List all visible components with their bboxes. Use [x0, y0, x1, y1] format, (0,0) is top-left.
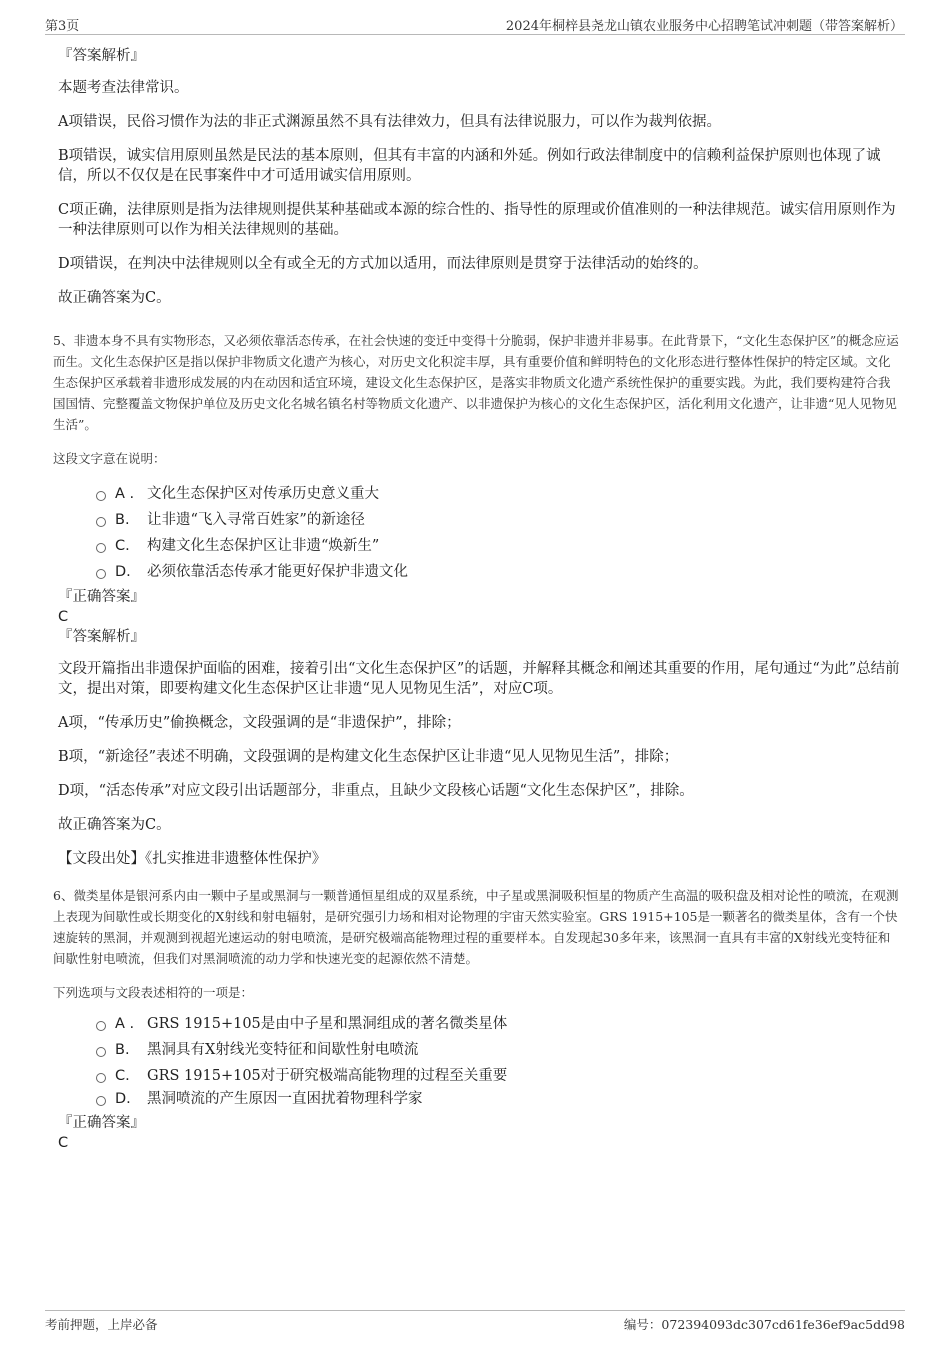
radio-icon[interactable] [96, 569, 106, 579]
q4-analysis-label: 『答案解析』 [58, 48, 145, 64]
q4-analysis-paragraph: B项错误，诚实信用原则虽然是民法的基本原则，但其有丰富的内涵和外延。例如行政法律制度中的信赖利益保护原则也体现了诚信，所以不仅仅是在民事案件中才可适用诚实信用原则。 [58, 148, 881, 184]
q4-analysis-paragraph: 故正确答案为C。 [58, 290, 171, 306]
q5-option-b[interactable]: B. 让非遗“飞入寻常百姓家”的新途径 [96, 507, 900, 533]
document-body [53, 46, 900, 1153]
q4-analysis-paragraph: C项正确，法律原则是指为法律规则提供某种基础或本源的综合性的、指导性的原理或价值准则的一种法律规范。诚实信用原则作为一种法律原则可以作为相关法律规则的基础。 [58, 202, 896, 238]
q6-answer-label: 『正确答案』 [58, 1115, 145, 1131]
document-title: 2024年桐梓县尧龙山镇农业服务中心招聘笔试冲刺题（带答案解析） [505, 19, 903, 34]
q6-question-text: 6、微类星体是银河系内由一颗中子星或黑洞与一颗普通恒星组成的双星系统，中子星或黑洞吸积恒星的物质产生高温的吸积盘及相对论性的喷流，在观测上表现为间歇性或长期变化的X射线和射电辐射，是研究强引力场和相对论物理的宇宙天然实验室。GRS 1915+105是一颗著名的微类星体，含有一个快速旋转的黑洞，并观测到视超光速运动的射电喷流，是研究极端高能物理过程的重要样本。自发现起30多年来，该黑洞一直具有丰富的X射线光变特征和间歇性射电喷流，但我们对黑洞喷流的动力学和快速光变的起源依然不清楚。 [53, 888, 899, 966]
radio-icon[interactable] [96, 491, 106, 501]
radio-icon[interactable] [96, 517, 106, 527]
q6-option-a[interactable]: A . GRS 1915+105是由中子星和黑洞组成的著名微类星体 [96, 1011, 900, 1037]
radio-icon[interactable] [96, 543, 106, 553]
q6-option-b[interactable]: B. 黑洞具有X射线光变特征和间歇性射电喷流 [96, 1037, 900, 1063]
q6-option-d[interactable]: D. 黑洞喷流的产生原因一直困扰着物理科学家 [96, 1089, 900, 1109]
q5-question-text: 5、非遗本身不具有实物形态，又必须依靠活态传承，在社会快速的变迁中变得十分脆弱，保护非遗并非易事。在此背景下，“文化生态保护区”的概念应运而生。文化生态保护区是指以保护非物质文化遗产为核心，对历史文化积淀丰厚，具有重要价值和鲜明特色的文化形态进行整体性保护的特定区域。文化生态保护区承载着非遗形成发展的内在动因和适宜环境，建设文化生态保护区，是落实非物质文化遗产系统性保护的重要实践。为此，我们要构建符合我国国情、完整覆盖文物保护单位及历史文化名城名镇名村等物质文化遗产、以非遗保护为核心的文化生态保护区，活化利用文化遗产，让非遗“见人见物见生活”。 [53, 333, 899, 432]
q5-answer-label: 『正确答案』 [58, 589, 145, 605]
q5-analysis-paragraph: D项，“活态传承”对应文段引出话题部分，非重点，且缺少文段核心话题“文化生态保护区”，排除。 [58, 783, 694, 799]
q6-option-c[interactable]: C. GRS 1915+105对于研究极端高能物理的过程至关重要 [96, 1063, 900, 1089]
q6-options [96, 1011, 900, 1109]
q6-answer: C [58, 1135, 69, 1151]
q5-options [96, 481, 900, 585]
page-header [45, 14, 905, 35]
page-footer [45, 1310, 905, 1334]
radio-icon[interactable] [96, 1073, 106, 1083]
radio-icon[interactable] [96, 1096, 106, 1106]
q4-analysis-paragraph: D项错误，在判决中法律规则以全有或全无的方式加以适用，而法律原则是贯穿于法律活动的始终的。 [58, 256, 708, 272]
q5-analysis-label: 『答案解析』 [58, 629, 145, 645]
footer-slogan: 考前押题，上岸必备 [45, 1317, 158, 1332]
q5-option-c[interactable]: C. 构建文化生态保护区让非遗“焕新生” [96, 533, 900, 559]
q5-prompt: 这段文字意在说明： [53, 451, 166, 466]
q5-source: 【文段出处】《扎实推进非遗整体性保护》 [58, 851, 327, 867]
q5-analysis-paragraph: 文段开篇指出非遗保护面临的困难，接着引出“文化生态保护区”的话题，并解释其概念和阐述其重要的作用，尾句通过“为此”总结前文，提出对策，即要构建文化生态保护区让非遗“见人见物见生活”，对应C项。 [58, 661, 900, 697]
page-number: 第3页 [45, 19, 80, 34]
radio-icon[interactable] [96, 1047, 106, 1057]
q5-answer: C [58, 609, 69, 625]
q5-analysis-paragraph: 故正确答案为C。 [58, 817, 171, 833]
q5-analysis-paragraph: B项，“新途径”表述不明确，文段强调的是构建文化生态保护区让非遗“见人见物见生活”，排除； [58, 749, 679, 765]
q4-analysis-paragraph: A项错误，民俗习惯作为法的非正式渊源虽然不具有法律效力，但具有法律说服力，可以作为裁判依据。 [58, 114, 721, 130]
document-id: 编号：072394093dc307cd61fe36ef9ac5dd98 [623, 1317, 905, 1332]
q5-option-a[interactable]: A . 文化生态保护区对传承历史意义重大 [96, 481, 900, 507]
radio-icon[interactable] [96, 1021, 106, 1031]
q6-prompt: 下列选项与文段表述相符的一项是： [53, 985, 254, 1000]
q5-option-d[interactable]: D. 必须依靠活态传承才能更好保护非遗文化 [96, 559, 900, 585]
q4-analysis-paragraph: 本题考查法律常识。 [58, 80, 189, 96]
q5-analysis-paragraph: A项，“传承历史”偷换概念，文段强调的是“非遗保护”，排除； [58, 715, 461, 731]
